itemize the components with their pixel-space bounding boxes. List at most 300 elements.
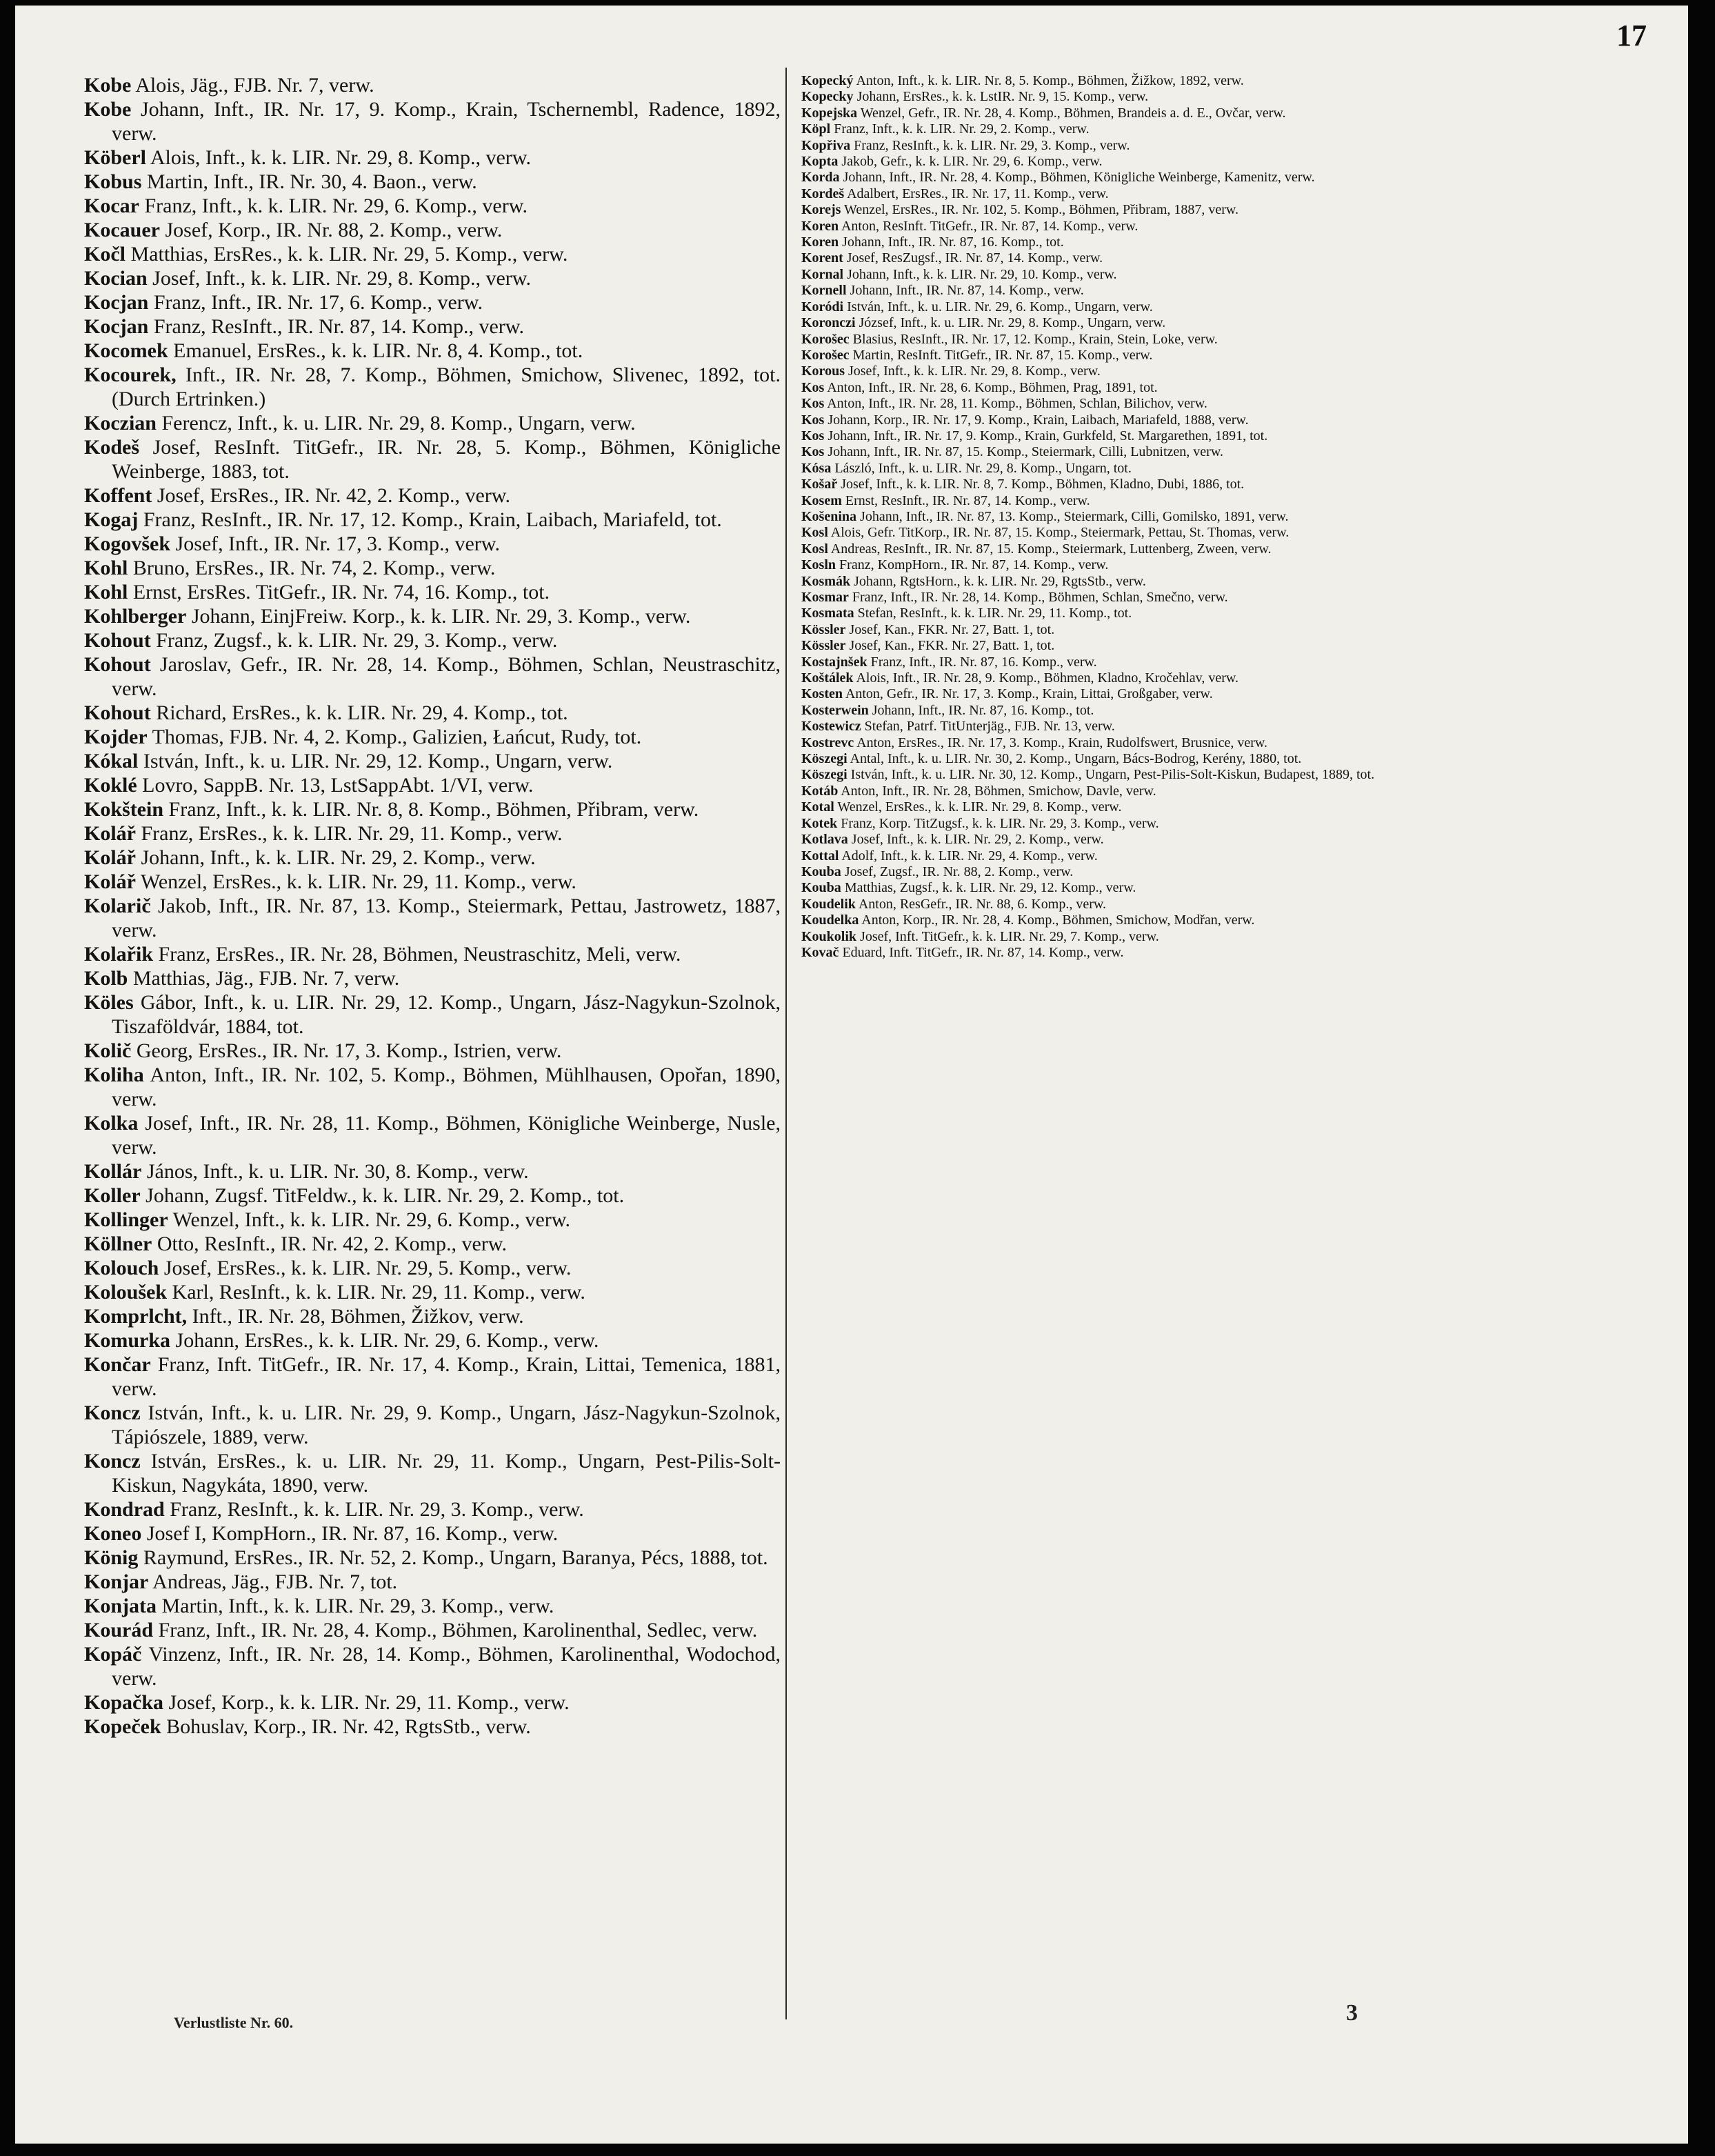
casualty-entry [84, 73, 781, 97]
casualty-entry [801, 686, 1498, 702]
entry-details: Anton, Inft., IR. Nr. 28, 6. Komp., Böhmen, Prag, 1891, tot. [824, 379, 1158, 395]
casualty-entry [801, 106, 1498, 121]
casualty-entry [84, 1328, 781, 1353]
entry-details: Johann, Inft., k. k. LIR. Nr. 29, 2. Komp., verw. [136, 846, 536, 869]
casualty-entry [801, 751, 1498, 767]
entry-surname: Kosmata [801, 606, 854, 621]
casualty-entry [84, 146, 781, 170]
entry-details: Georg, ErsRes., IR. Nr. 17, 3. Komp., Istrien, verw. [131, 1039, 562, 1062]
entry-details: Johann, ErsRes., k. k. LstIR. Nr. 9, 15. Komp., verw. [853, 89, 1149, 105]
casualty-entry [801, 816, 1498, 832]
left-column [84, 73, 781, 1739]
entry-surname: Kodeš [84, 436, 140, 459]
entry-surname: Korda [801, 170, 840, 186]
entry-details: István, ErsRes., k. u. LIR. Nr. 29, 11. Komp., Ungarn, Pest-Pilis-Solt-Kiskun, Nagykáta, 1890, verw. [112, 1450, 781, 1497]
entry-surname: Kohlberger [84, 605, 187, 628]
entry-surname: Koren [801, 218, 839, 234]
entry-details: Anton, Inft., k. k. LIR. Nr. 8, 5. Komp., Böhmen, Žižkow, 1892, verw. [853, 73, 1244, 88]
footer-sheet-number: 3 [1346, 2000, 1358, 2026]
casualty-entry [801, 315, 1498, 331]
casualty-entry [84, 701, 781, 725]
entry-details: Johann, Zugsf. TitFeldw., k. k. LIR. Nr. 29, 2. Komp., tot. [140, 1184, 625, 1207]
entry-details: Franz, Inft., k. k. LIR. Nr. 8, 8. Komp., Böhmen, Přibram, verw. [163, 798, 699, 821]
entry-surname: Kohl [84, 581, 128, 603]
casualty-entry [84, 990, 781, 1039]
entry-details: Martin, ResInft. TitGefr., IR. Nr. 87, 15. Komp., verw. [849, 347, 1153, 363]
casualty-entry [801, 477, 1498, 492]
entry-surname: Kocauer [84, 219, 160, 241]
casualty-entry [84, 1353, 781, 1401]
entry-surname: Komurka [84, 1329, 171, 1352]
entry-details: Johann, Korp., IR. Nr. 17, 9. Komp., Krain, Laibach, Mariafeld, 1888, verw. [824, 412, 1249, 428]
entry-surname: Köles [84, 991, 134, 1014]
entry-details: István, Inft., k. u. LIR. Nr. 29, 12. Komp., Ungarn, verw. [138, 750, 613, 772]
entry-details: Martin, Inft., k. k. LIR. Nr. 29, 3. Komp., verw. [157, 1595, 554, 1617]
casualty-entry [84, 1594, 781, 1618]
entry-surname: König [84, 1546, 139, 1569]
entry-details: Martin, Inft., IR. Nr. 30, 4. Baon., verw. [141, 170, 477, 193]
casualty-entry [801, 121, 1498, 137]
casualty-entry [801, 590, 1498, 606]
casualty-entry [801, 348, 1498, 363]
entry-details: Inft., IR. Nr. 28, 7. Komp., Böhmen, Smichow, Slivenec, 1892, tot. (Durch Ertrinken.) [112, 363, 781, 410]
casualty-entry [84, 1449, 781, 1497]
entry-details: Raymund, ErsRes., IR. Nr. 52, 2. Komp., Ungarn, Baranya, Pécs, 1888, tot. [138, 1546, 768, 1569]
entry-surname: Kobe [84, 98, 132, 121]
casualty-entry [801, 170, 1498, 186]
entry-details: Anton, Korp., IR. Nr. 28, 4. Komp., Böhmen, Smichow, Modřan, verw. [859, 912, 1255, 928]
entry-details: Anton, Inft., IR. Nr. 28, Böhmen, Smichow, Davle, verw. [838, 783, 1156, 799]
casualty-entry [84, 773, 781, 797]
entry-surname: Kobe [84, 74, 132, 97]
entry-surname: Kolář [84, 870, 136, 893]
entry-surname: Kotáb [801, 783, 839, 799]
casualty-entry [801, 428, 1498, 444]
entry-details: Wenzel, Inft., k. k. LIR. Nr. 29, 6. Komp., verw. [168, 1208, 570, 1231]
entry-surname: Kopta [801, 154, 839, 170]
entry-details: Josef, Zugsf., IR. Nr. 88, 2. Komp., verw. [841, 864, 1074, 879]
casualty-entry [801, 154, 1498, 170]
casualty-entry [801, 574, 1498, 590]
entry-surname: Koncz [84, 1450, 141, 1473]
casualty-entry [801, 541, 1498, 557]
casualty-entry [801, 799, 1498, 815]
entry-details: Jakob, Gefr., k. k. LIR. Nr. 29, 6. Komp., verw. [838, 154, 1103, 170]
entry-surname: Kotlava [801, 832, 848, 848]
casualty-entry [84, 846, 781, 870]
entry-details: Anton, Gefr., IR. Nr. 17, 3. Komp., Krain, Littai, Großgaber, verw. [843, 686, 1213, 702]
entry-surname: Kottal [801, 848, 839, 864]
entry-details: Anton, Inft., IR. Nr. 102, 5. Komp., Böhmen, Mühlhausen, Opořan, 1890, verw. [112, 1064, 781, 1110]
entry-details: Franz, Inft., k. k. LIR. Nr. 29, 6. Komp., verw. [139, 194, 528, 217]
entry-details: Thomas, FJB. Nr. 4, 2. Komp., Galizien, Łańcut, Rudy, tot. [147, 726, 642, 748]
entry-details: Franz, ResInft., IR. Nr. 87, 14. Komp., verw. [148, 315, 524, 338]
entry-surname: Kolka [84, 1112, 139, 1135]
casualty-entry [801, 735, 1498, 751]
entry-details: Franz, ResInft., k. k. LIR. Nr. 29, 3. Komp., verw. [164, 1498, 584, 1521]
entry-surname: Kojder [84, 726, 148, 748]
entry-surname: Kočl [84, 243, 126, 266]
entry-surname: Kostajnšek [801, 654, 867, 670]
casualty-entry [84, 894, 781, 942]
entry-details: István, Inft., k. u. LIR. Nr. 30, 12. Komp., Ungarn, Pest-Pilis-Solt-Kiskun, Budapest, 1889, tot. [847, 767, 1375, 783]
casualty-entry [84, 580, 781, 604]
entry-details: Johann, Inft., IR. Nr. 17, 9. Komp., Krain, Tschernembl, Radence, 1892, verw. [112, 98, 781, 145]
casualty-entry [801, 509, 1498, 525]
entry-details: Bohuslav, Korp., IR. Nr. 42, RgtsStb., verw. [161, 1715, 531, 1738]
entry-surname: Kopáč [84, 1643, 142, 1666]
entry-surname: Koczian [84, 412, 157, 435]
entry-surname: Kotek [801, 815, 838, 831]
entry-surname: Korošec [801, 347, 850, 363]
casualty-entry [84, 266, 781, 290]
casualty-entry [801, 832, 1498, 848]
casualty-entry [801, 267, 1498, 283]
casualty-entry [801, 219, 1498, 234]
casualty-entry [84, 242, 781, 266]
entry-surname: Kourád [84, 1619, 154, 1641]
entry-details: Alois, Inft., IR. Nr. 28, 9. Komp., Böhmen, Kladno, Kročehlav, verw. [853, 670, 1238, 686]
entry-surname: Kostewicz [801, 719, 861, 735]
entry-details: Johann, RgtsHorn., k. k. LIR. Nr. 29, RgtsStb., verw. [850, 573, 1146, 589]
casualty-entry [84, 411, 781, 435]
casualty-entry [84, 1521, 781, 1546]
casualty-entry [801, 912, 1498, 928]
casualty-entry [801, 250, 1498, 266]
entry-details: Franz, Inft., k. k. LIR. Nr. 29, 2. Komp., verw. [830, 121, 1090, 137]
entry-details: Franz, ResInft., k. k. LIR. Nr. 29, 3. Komp., verw. [850, 137, 1130, 153]
entry-details: Johann, ErsRes., k. k. LIR. Nr. 29, 6. Komp., verw. [170, 1329, 599, 1352]
casualty-entry [84, 1111, 781, 1159]
entry-details: Alois, Inft., k. k. LIR. Nr. 29, 8. Komp., verw. [146, 146, 532, 169]
casualty-entry [801, 89, 1498, 105]
entry-details: Josef, Inft., k. k. LIR. Nr. 29, 8. Komp., verw. [147, 267, 531, 290]
entry-surname: Korejs [801, 202, 841, 218]
casualty-entry [84, 1280, 781, 1304]
entry-details: Franz, ErsRes., IR. Nr. 28, Böhmen, Neustraschitz, Meli, verw. [153, 943, 681, 966]
entry-details: Wenzel, ErsRes., IR. Nr. 102, 5. Komp., Böhmen, Přibram, 1887, verw. [841, 202, 1239, 218]
entry-details: Josef, ResInft. TitGefr., IR. Nr. 28, 5. Komp., Böhmen, Königliche Weinberge, 1883, tot. [112, 436, 781, 483]
entry-details: Alois, Gefr. TitKorp., IR. Nr. 87, 15. Komp., Steiermark, Pettau, St. Thomas, verw. [828, 525, 1290, 541]
entry-details: Josef, Kan., FKR. Nr. 27, Batt. 1, tot. [845, 621, 1055, 637]
entry-surname: Koudelka [801, 912, 859, 928]
entry-surname: Kosl [801, 541, 828, 557]
casualty-entry [84, 1570, 781, 1594]
casualty-entry [801, 848, 1498, 864]
entry-surname: Koffent [84, 484, 152, 507]
casualty-entry [801, 655, 1498, 670]
entry-surname: Konjar [84, 1570, 149, 1593]
entry-details: Franz, Inft., IR. Nr. 87, 16. Komp., verw. [867, 654, 1097, 670]
entry-surname: Košař [801, 477, 838, 492]
entry-surname: Kos [801, 379, 825, 395]
casualty-entry [84, 218, 781, 242]
entry-surname: Kosl [801, 525, 828, 541]
entry-surname: Kosem [801, 492, 842, 508]
page-number: 17 [1616, 19, 1647, 52]
entry-surname: Kocjan [84, 291, 149, 314]
casualty-entry [801, 73, 1498, 89]
casualty-entry [801, 783, 1498, 799]
entry-details: Josef, Inft., IR. Nr. 28, 11. Komp., Böhmen, Königliche Weinberge, Nusle, verw. [112, 1112, 781, 1159]
casualty-entry [84, 170, 781, 194]
casualty-entry [84, 194, 781, 218]
entry-details: Anton, ResGefr., IR. Nr. 88, 6. Komp., verw. [855, 896, 1107, 912]
entry-surname: Kohout [84, 701, 151, 724]
entry-details: Josef, Inft., k. k. LIR. Nr. 29, 8. Komp., verw. [844, 363, 1101, 379]
entry-surname: Kohl [84, 557, 128, 579]
entry-surname: Kopeček [84, 1715, 161, 1738]
entry-details: Richard, ErsRes., k. k. LIR. Nr. 29, 4. Komp., tot. [150, 701, 568, 724]
entry-surname: Kostrevc [801, 735, 854, 750]
entry-surname: Koklé [84, 774, 137, 797]
entry-surname: Köpl [801, 121, 831, 137]
entry-surname: Kosterwein [801, 702, 869, 718]
entry-surname: Kocomek [84, 339, 168, 362]
entry-surname: Kordeš [801, 186, 845, 201]
entry-surname: Kogaj [84, 508, 139, 531]
entry-details: Franz, Inft., IR. Nr. 28, 4. Komp., Böhmen, Karolinenthal, Sedlec, verw. [153, 1619, 758, 1641]
entry-surname: Kotal [801, 799, 834, 815]
entry-surname: Koller [84, 1184, 141, 1207]
entry-details: Josef, Kan., FKR. Nr. 27, Batt. 1, tot. [845, 638, 1055, 654]
entry-surname: Kocjan [84, 315, 149, 338]
entry-surname: Kovač [801, 944, 839, 960]
entry-details: Josef, ErsRes., IR. Nr. 42, 2. Komp., verw. [152, 484, 510, 507]
entry-surname: Kohout [84, 629, 151, 652]
entry-details: Eduard, Inft. TitGefr., IR. Nr. 87, 14. Komp., verw. [839, 944, 1124, 960]
casualty-entry [801, 380, 1498, 396]
entry-surname: Kohout [84, 653, 151, 676]
entry-details: Vinzenz, Inft., IR. Nr. 28, 14. Komp., Böhmen, Karolinenthal, Wodochod, verw. [112, 1643, 781, 1690]
casualty-entry [84, 1039, 781, 1063]
entry-surname: Kornal [801, 266, 844, 282]
entry-surname: Kouba [801, 880, 841, 896]
casualty-entry [801, 719, 1498, 735]
entry-details: Ferencz, Inft., k. u. LIR. Nr. 29, 8. Komp., Ungarn, verw. [157, 412, 636, 435]
entry-surname: Kos [801, 412, 825, 428]
casualty-entry [801, 202, 1498, 218]
casualty-entry [801, 299, 1498, 315]
entry-details: Ernst, ErsRes. TitGefr., IR. Nr. 74, 16. Komp., tot. [128, 581, 550, 603]
casualty-entry [801, 703, 1498, 719]
entry-details: Bruno, ErsRes., IR. Nr. 74, 2. Komp., verw. [128, 557, 496, 579]
entry-details: Adalbert, ErsRes., IR. Nr. 17, 11. Komp., verw. [844, 186, 1109, 201]
casualty-entry [801, 412, 1498, 428]
casualty-entry [84, 1401, 781, 1449]
casualty-entry [84, 652, 781, 701]
entry-surname: Kos [801, 428, 825, 443]
casualty-entry [801, 444, 1498, 460]
casualty-entry [84, 1618, 781, 1642]
entry-surname: Kocian [84, 267, 148, 290]
entry-details: Inft., IR. Nr. 28, Böhmen, Žižkov, verw. [187, 1305, 524, 1328]
entry-details: Josef, Korp., k. k. LIR. Nr. 29, 11. Komp., verw. [163, 1691, 570, 1714]
entry-surname: Kogovšek [84, 532, 171, 555]
entry-details: Adolf, Inft., k. k. LIR. Nr. 29, 4. Komp., verw. [839, 848, 1098, 864]
casualty-entry [84, 1497, 781, 1521]
entry-surname: Köszegi [801, 767, 848, 783]
entry-surname: Kopejska [801, 105, 858, 121]
entry-surname: Kopačka [84, 1691, 164, 1714]
entry-surname: Kollár [84, 1160, 142, 1183]
casualty-entry [84, 97, 781, 146]
entry-details: Andreas, Jäg., FJB. Nr. 7, tot. [148, 1570, 398, 1593]
entry-surname: Konjata [84, 1595, 157, 1617]
entry-details: Gábor, Inft., k. u. LIR. Nr. 29, 12. Komp., Ungarn, Jász-Nagykun-Szolnok, Tiszaföldvár, 1884, tot. [112, 991, 781, 1038]
entry-details: Josef, ErsRes., k. k. LIR. Nr. 29, 5. Komp., verw. [159, 1257, 572, 1279]
entry-details: Matthias, ErsRes., k. k. LIR. Nr. 29, 5. Komp., verw. [126, 243, 568, 266]
casualty-entry [84, 1304, 781, 1328]
casualty-entry [84, 1715, 781, 1739]
casualty-entry [84, 966, 781, 990]
entry-details: Wenzel, ErsRes., k. k. LIR. Nr. 29, 8. Komp., verw. [834, 799, 1122, 815]
casualty-entry [84, 1184, 781, 1208]
entry-surname: Kolář [84, 822, 136, 845]
casualty-entry [84, 556, 781, 580]
casualty-entry [84, 1642, 781, 1690]
entry-details: Matthias, Zugsf., k. k. LIR. Nr. 29, 12. Komp., verw. [841, 880, 1136, 896]
entry-details: Josef, Inft., k. k. LIR. Nr. 8, 7. Komp., Böhmen, Kladno, Dubi, 1886, tot. [837, 477, 1245, 492]
entry-details: Johann, Inft., IR. Nr. 87, 13. Komp., Steiermark, Cilli, Gomilsko, 1891, verw. [856, 508, 1289, 524]
entry-details: Franz, KompHorn., IR. Nr. 87, 14. Komp., verw. [836, 557, 1109, 573]
entry-details: Johann, Inft., IR. Nr. 28, 4. Komp., Böhmen, Königliche Weinberge, Kamenitz, verw. [839, 170, 1315, 186]
entry-details: Jakob, Inft., IR. Nr. 87, 13. Komp., Steiermark, Pettau, Jastrowetz, 1887, verw. [112, 895, 781, 941]
entry-surname: Kosmák [801, 573, 851, 589]
entry-surname: Korent [801, 250, 843, 266]
entry-surname: Kouba [801, 864, 841, 879]
entry-details: Johann, Inft., k. k. LIR. Nr. 29, 10. Komp., verw. [843, 266, 1117, 282]
casualty-entry [84, 363, 781, 411]
entry-surname: Koštálek [801, 670, 854, 686]
casualty-entry [84, 435, 781, 483]
entry-surname: Košenina [801, 508, 857, 524]
entry-surname: Kokštein [84, 798, 164, 821]
entry-surname: Komprlcht, [84, 1305, 188, 1328]
casualty-entry [84, 604, 781, 628]
casualty-entry [801, 363, 1498, 379]
casualty-entry [84, 1232, 781, 1256]
entry-surname: Kolb [84, 967, 128, 990]
entry-surname: Kocar [84, 194, 139, 217]
entry-details: Franz, Zugsf., k. k. LIR. Nr. 29, 3. Komp., verw. [150, 629, 558, 652]
entry-details: Josef I, KompHorn., IR. Nr. 87, 16. Komp., verw. [141, 1522, 559, 1545]
entry-details: István, Inft., k. u. LIR. Nr. 29, 6. Komp., Ungarn, verw. [843, 299, 1153, 315]
entry-surname: Kondrad [84, 1498, 165, 1521]
casualty-entry [801, 186, 1498, 202]
entry-details: Andreas, ResInft., IR. Nr. 87, 15. Komp., Steiermark, Luttenberg, Zween, verw. [828, 541, 1272, 557]
entry-details: Johann, Inft., IR. Nr. 17, 9. Komp., Krain, Gurkfeld, St. Margarethen, 1891, tot. [824, 428, 1268, 443]
casualty-entry [84, 508, 781, 532]
entry-details: Antal, Inft., k. u. LIR. Nr. 30, 2. Komp., Ungarn, Bács-Bodrog, Kerény, 1880, tot. [847, 751, 1302, 767]
entry-surname: Kornell [801, 283, 847, 299]
casualty-entry [801, 622, 1498, 638]
entry-details: Ernst, ResInft., IR. Nr. 87, 14. Komp., verw. [841, 492, 1090, 508]
casualty-entry [84, 1256, 781, 1280]
entry-details: Stefan, ResInft., k. k. LIR. Nr. 29, 11. Komp., tot. [854, 606, 1132, 621]
entry-surname: Kopřiva [801, 137, 851, 153]
casualty-entry [84, 870, 781, 894]
casualty-entry [84, 628, 781, 652]
entry-surname: Kolařik [84, 943, 154, 966]
casualty-entry [801, 767, 1498, 783]
entry-surname: Končar [84, 1353, 151, 1376]
entry-details: József, Inft., k. u. LIR. Nr. 29, 8. Komp., Ungarn, verw. [855, 315, 1166, 331]
casualty-entry [84, 942, 781, 966]
casualty-entry [84, 821, 781, 846]
entry-surname: Koukolik [801, 928, 857, 944]
entry-details: Karl, ResInft., k. k. LIR. Nr. 29, 11. Komp., verw. [167, 1281, 585, 1304]
entry-details: Anton, Inft., IR. Nr. 28, 11. Komp., Böhmen, Schlan, Bilichov, verw. [824, 396, 1207, 412]
casualty-entry [84, 315, 781, 339]
entry-surname: Kolář [84, 846, 136, 869]
casualty-entry [801, 638, 1498, 654]
casualty-entry [801, 283, 1498, 299]
entry-details: Josef, Inft., k. k. LIR. Nr. 29, 2. Komp., verw. [848, 832, 1104, 848]
entry-details: Emanuel, ErsRes., k. k. LIR. Nr. 8, 4. Komp., tot. [168, 339, 583, 362]
entry-surname: Kössler [801, 621, 846, 637]
entry-details: István, Inft., k. u. LIR. Nr. 29, 9. Komp., Ungarn, Jász-Nagykun-Szolnok, Tápiószele, 1889, verw. [112, 1401, 781, 1448]
casualty-entry [84, 1690, 781, 1715]
casualty-entry [84, 725, 781, 749]
entry-surname: Kosmar [801, 590, 849, 605]
entry-surname: Kobus [84, 170, 142, 193]
entry-surname: Kollinger [84, 1208, 168, 1231]
casualty-entry [84, 797, 781, 821]
entry-surname: Kosten [801, 686, 843, 702]
entry-surname: Kopecký [801, 73, 854, 88]
entry-details: Blasius, ResInft., IR. Nr. 17, 12. Komp., Krain, Stein, Loke, verw. [849, 331, 1218, 347]
entry-surname: Koudelik [801, 896, 856, 912]
page [15, 6, 1688, 2144]
casualty-entry [84, 532, 781, 556]
entry-details: Anton, ErsRes., IR. Nr. 17, 3. Komp., Krain, Rudolfswert, Brusnice, verw. [854, 735, 1268, 750]
entry-surname: Kopecky [801, 89, 854, 105]
entry-surname: Kos [801, 444, 825, 460]
casualty-entry [801, 557, 1498, 573]
entry-surname: Kössler [801, 638, 846, 654]
entry-surname: Köszegi [801, 751, 848, 767]
entry-details: Wenzel, Gefr., IR. Nr. 28, 4. Komp., Böhmen, Brandeis a. d. E., Ovčar, verw. [857, 105, 1286, 121]
casualty-entry [801, 670, 1498, 686]
entry-details: László, Inft., k. u. LIR. Nr. 29, 8. Komp., Ungarn, tot. [831, 460, 1132, 476]
casualty-entry [801, 880, 1498, 896]
casualty-entry [84, 749, 781, 773]
entry-surname: Kósa [801, 460, 832, 476]
entry-surname: Koronczi [801, 315, 856, 331]
entry-surname: Kolouch [84, 1257, 159, 1279]
entry-details: Stefan, Patrf. TitUnterjäg., FJB. Nr. 13, verw. [861, 719, 1115, 735]
casualty-entry [801, 396, 1498, 412]
casualty-entry [84, 1063, 781, 1111]
casualty-entry [801, 138, 1498, 154]
entry-details: Franz, ErsRes., k. k. LIR. Nr. 29, 11. Komp., verw. [136, 822, 563, 845]
casualty-entry [801, 332, 1498, 348]
casualty-entry [801, 929, 1498, 945]
right-column [801, 73, 1498, 961]
entry-surname: Kolarič [84, 895, 151, 917]
entry-details: Josef, Korp., IR. Nr. 88, 2. Komp., verw. [159, 219, 503, 241]
entry-details: Anton, ResInft. TitGefr., IR. Nr. 87, 14. Komp., verw. [839, 218, 1139, 234]
entry-surname: Koliha [84, 1064, 144, 1086]
casualty-entry [84, 1159, 781, 1184]
entry-details: Johann, EinjFreiw. Korp., k. k. LIR. Nr. 29, 3. Komp., verw. [186, 605, 691, 628]
entry-details: Alois, Jäg., FJB. Nr. 7, verw. [131, 74, 374, 97]
entry-details: Josef, ResZugsf., IR. Nr. 87, 14. Komp., verw. [843, 250, 1103, 266]
entry-details: Jaroslav, Gefr., IR. Nr. 28, 14. Komp., Böhmen, Schlan, Neustraschitz, verw. [112, 653, 781, 700]
entry-details: Johann, Inft., IR. Nr. 87, 15. Komp., Steiermark, Cilli, Lubnitzen, verw. [824, 444, 1223, 460]
entry-surname: Kos [801, 396, 825, 412]
